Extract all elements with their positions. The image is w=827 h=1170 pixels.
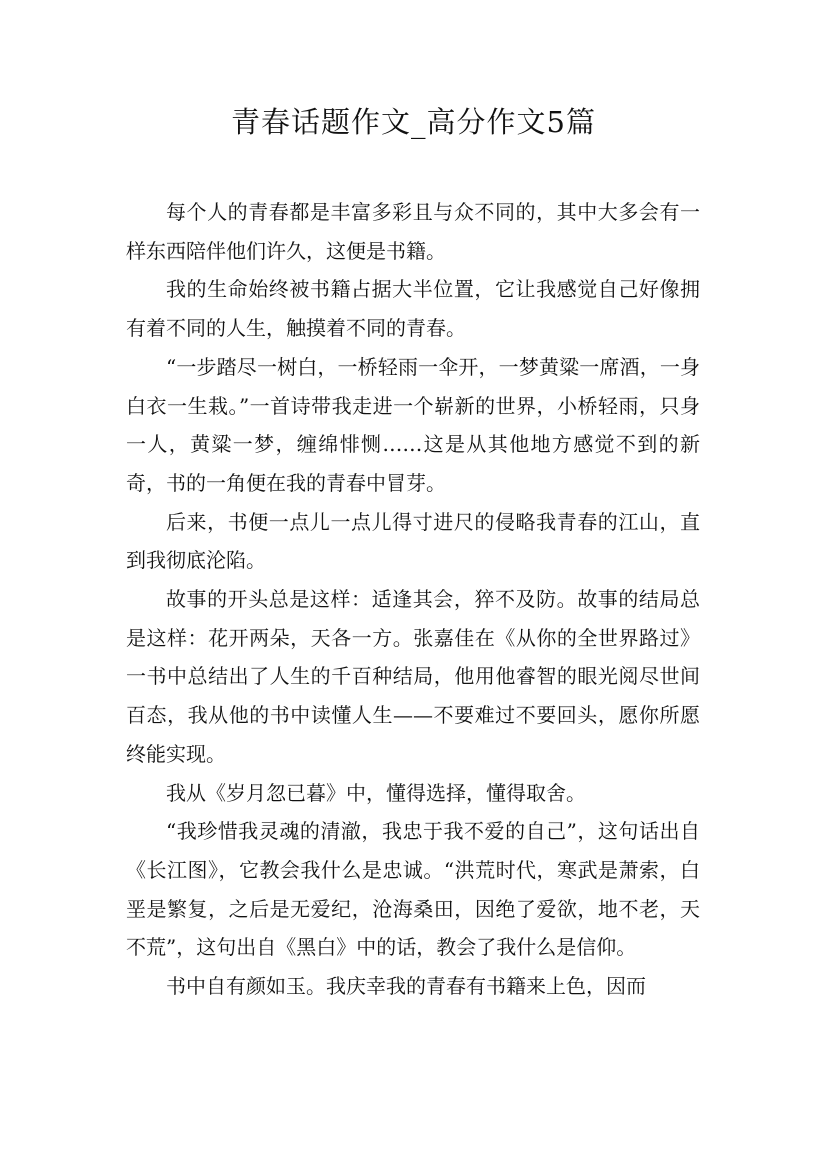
paragraph: 我从《岁月忽已暮》中，懂得选择，懂得取舍。 bbox=[166, 780, 586, 805]
paragraph: 后来，书便一点儿一点儿得寸进尺的侵略我青春的江山，直到我彻底沦陷。 bbox=[126, 509, 700, 573]
paragraph: 书中自有颜如玉。我庆幸我的青春有书籍来上色，因而 bbox=[166, 974, 646, 999]
paragraph: “我珍惜我灵魂的清澈，我忠于我不爱的自己”，这句话出自《长江图》，它教会我什么是忠诚。“洪荒时代，寒武是萧索，白垩是繁复，之后是无爱纪，沧海桑田，因绝了爱欲，地不老，天不荒”，这句出自《黑白》中的话，教会了我什么是信仰。 bbox=[126, 819, 700, 960]
paragraph: “一步踏尽一树白，一桥轻雨一伞开，一梦黄粱一席酒，一身白衣一生栽。”一首诗带我走进一个崭新的世界，小桥轻雨，只身一人，黄粱一梦，缠绵悱恻……这是从其他地方感觉不到的新奇，书的一角便在我的青春中冒芽。 bbox=[126, 354, 700, 495]
document-title: 青春话题作文_高分作文5篇 bbox=[231, 105, 596, 139]
paragraph: 故事的开头总是这样：适逢其会，猝不及防。故事的结局总是这样：花开两朵，天各一方。张嘉佳在《从你的全世界路过》一书中总结出了人生的千百种结局，他用他睿智的眼光阅尽世间百态，我从他的书中读懂人生——不要难过不要回头，愿你所愿终能实现。 bbox=[126, 587, 700, 766]
paragraph: 每个人的青春都是丰富多彩且与众不同的，其中大多会有一样东西陪伴他们许久，这便是书籍。 bbox=[126, 200, 700, 263]
document-body bbox=[126, 193, 700, 1006]
paragraph: 我的生命始终被书籍占据大半位置，它让我感觉自己好像拥有着不同的人生，触摸着不同的青春。 bbox=[126, 277, 700, 341]
